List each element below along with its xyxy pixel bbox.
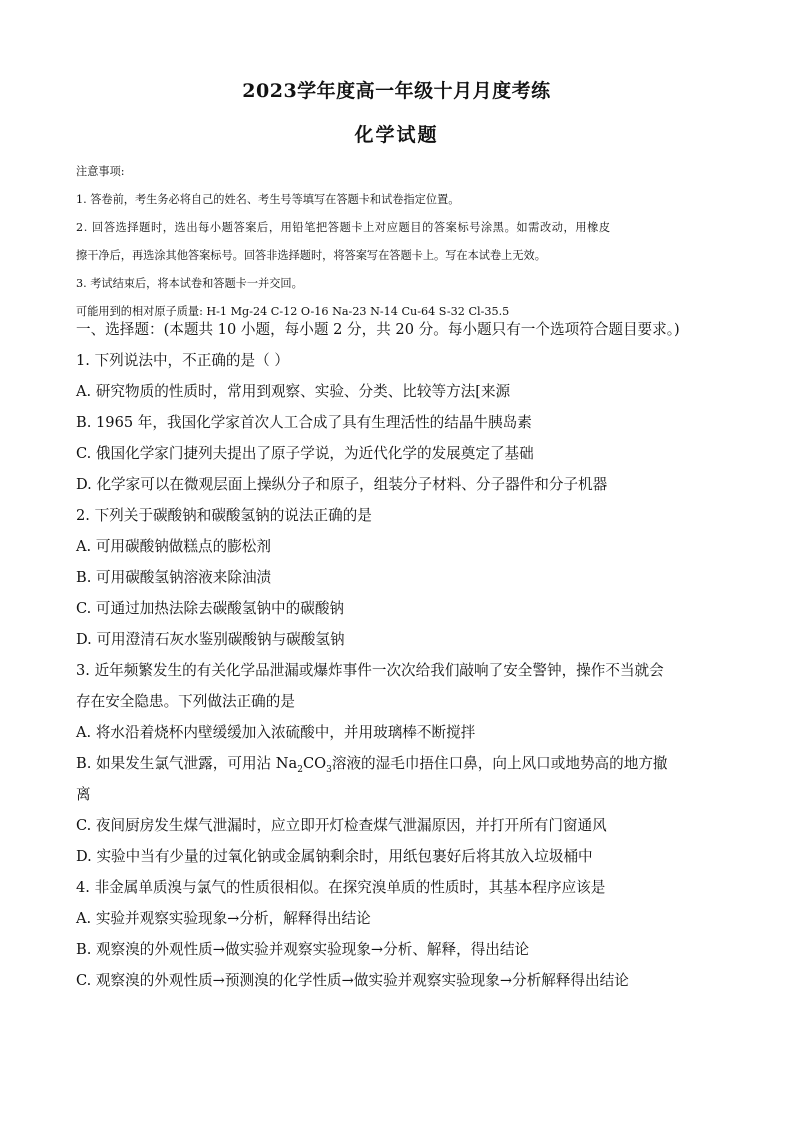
notes-item: 擦干净后，再选涂其他答案标号。回答非选择题时，将答案写在答题卡上。写在本试卷上无效。 [76, 249, 546, 262]
option-b [76, 752, 668, 775]
exam-subtitle: 化学试题 [354, 124, 439, 146]
notes-item: 1. 答卷前，考生务必将自己的姓名、考生号等填写在答题卡和试卷指定位置。 [76, 193, 460, 206]
notes-item: 3. 考试结束后，将本试卷和答题卡一并交回。 [76, 277, 303, 290]
option-b: B. 可用碳酸氢钠溶液来除油渍 [76, 569, 272, 586]
subscript: 2 [297, 764, 303, 775]
option-c: C. 夜间厨房发生煤气泄漏时，应立即开灯检查煤气泄漏原因，并打开所有门窗通风 [76, 817, 607, 834]
question-stem: 3. 近年频繁发生的有关化学品泄漏或爆炸事件一次次给我们敲响了安全警钟，操作不当就会 [76, 662, 664, 679]
option-b-text: 溶液的湿毛巾捂住口鼻，向上风口或地势高的地方撤 [331, 755, 668, 772]
option-a: A. 将水沿着烧杯内壁缓缓加入浓硫酸中，并用玻璃棒不断搅拌 [76, 724, 476, 741]
option-d: D. 可用澄清石灰水鉴别碳酸钠与碳酸氢钠 [76, 631, 345, 648]
formula-text: CO [302, 755, 327, 772]
option-a: A. 实验并观察实验现象→分析，解释得出结论 [76, 910, 371, 927]
option-b: B. 观察溴的外观性质→做实验并观察实验现象→分析、解释，得出结论 [76, 941, 530, 958]
option-c: C. 俄国化学家门捷列夫提出了原子学说，为近代化学的发展奠定了基础 [76, 445, 534, 462]
option-d: D. 化学家可以在微观层面上操纵分子和原子，组装分子材料、分子器件和分子机器 [76, 476, 608, 493]
question-stem-continued: 存在安全隐患。下列做法正确的是 [76, 693, 295, 710]
exam-title: 2023学年度高一年级十月月度考练 [242, 80, 551, 102]
atomic-mass-line: 可能用到的相对原子质量: H-1 Mg-24 C-12 O-16 Na-23 N-14 Cu-64 S-32 Cl-35.5 [76, 305, 510, 318]
notes-section [76, 158, 726, 326]
option-c: C. 可通过加热法除去碳酸氢钠中的碳酸钠 [76, 600, 345, 617]
question-stem: 4. 非金属单质溴与氯气的性质很相似。在探究溴单质的性质时，其基本程序应该是 [76, 879, 606, 896]
section-heading: 一、选择题：(本题共 10 小题，每小题 2 分，共 20 分。每小题只有一个选项符合题目要求。) [76, 321, 680, 338]
option-a: A. 可用碳酸钠做糕点的膨松剂 [76, 538, 271, 555]
subscript: 3 [326, 764, 332, 775]
option-c: C. 观察溴的外观性质→预测溴的化学性质→做实验并观察实验现象→分析解释得出结论 [76, 972, 629, 989]
question-stem: 1. 下列说法中，不正确的是（ ） [76, 352, 289, 369]
option-b-continued: 离 [76, 786, 91, 803]
question-stem: 2. 下列关于碳酸钠和碳酸氢钠的说法正确的是 [76, 507, 372, 524]
notes-item: 2. 回答选择题时，选出每小题答案后，用铅笔把答题卡上对应题目的答案标号涂黑。如需改动，用橡皮 [76, 221, 611, 234]
option-b-text: B. 如果发生氯气泄露，可用沾 Na [76, 755, 298, 772]
notes-heading: 注意事项: [76, 165, 125, 178]
option-a: A. 研究物质的性质时，常用到观察、实验、分类、比较等方法[来源 [76, 383, 511, 400]
option-b: B. 1965 年，我国化学家首次人工合成了具有生理活性的结晶牛胰岛素 [76, 414, 532, 431]
option-d: D. 实验中当有少量的过氧化钠或金属钠剩余时，用纸包裹好后将其放入垃圾桶中 [76, 848, 593, 865]
